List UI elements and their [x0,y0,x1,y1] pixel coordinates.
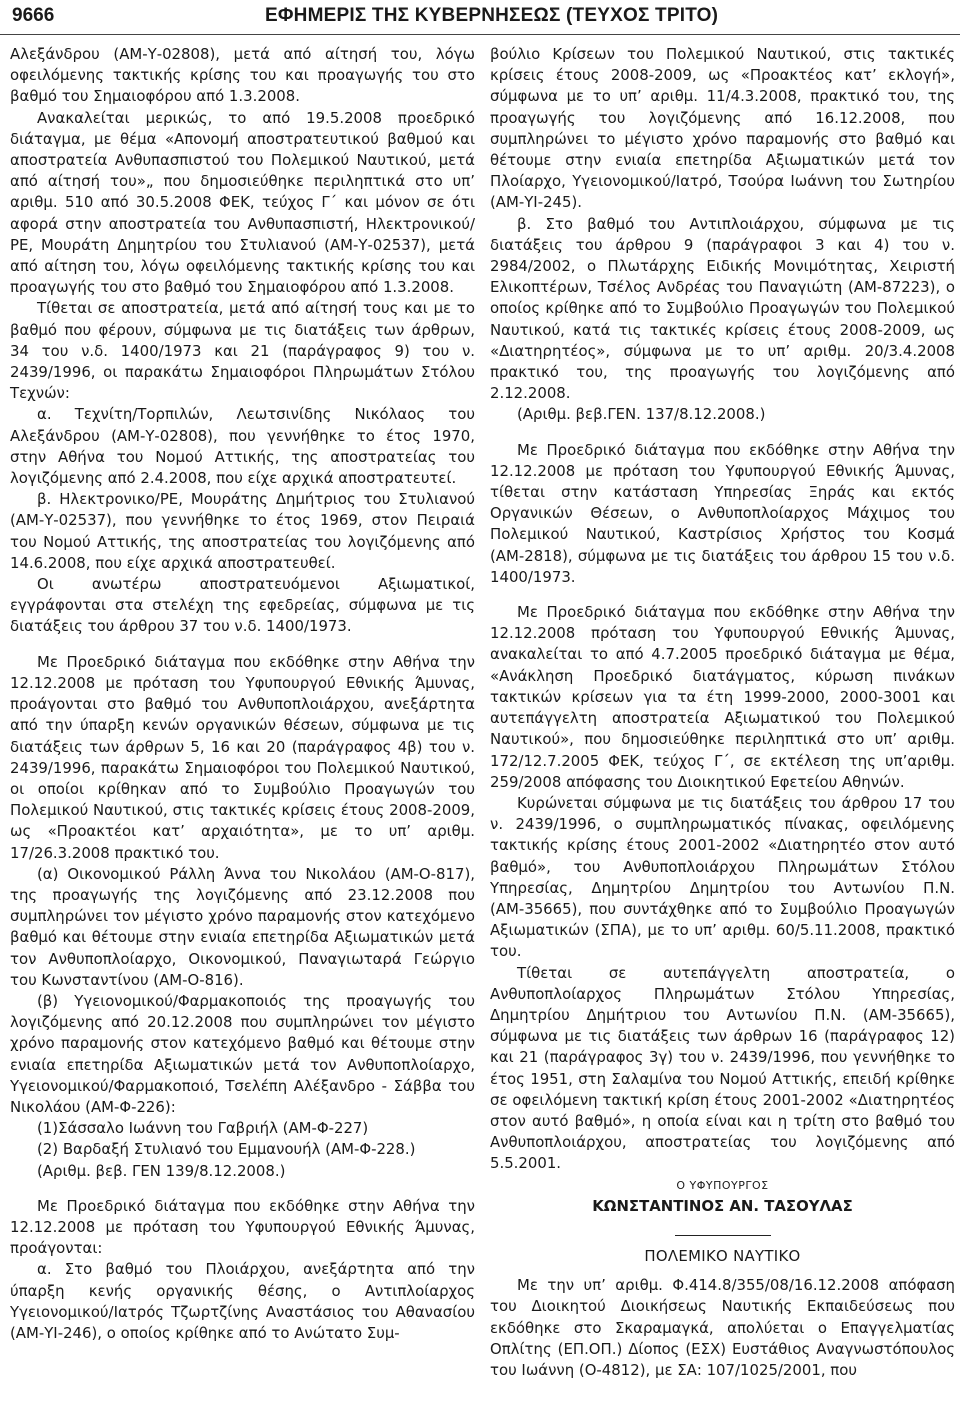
paragraph: (Αριθμ. βεβ. ΓΕΝ 139/8.12.2008.) [37,1161,286,1180]
header-rule [0,34,960,35]
signer-title: Ο ΥΦΥΠΟΥΡΓΟΣ [676,1178,769,1192]
right-column [490,44,955,1381]
page-number: 9666 [12,5,55,26]
paragraph: β. Ηλεκτρονικο/ΡΕ, Μουράτης Δημήτριος του Στυλιανού (ΑΜ-Υ-02537), που γεννήθηκε το έτος 1969, στον Πειραιά του Νομού Αττικής, της αποστρατείας του λογιζόμενης από 14.6.2008, που είχε αρχικά αποστρατευθεί. [10,490,475,572]
paragraph: Κυρώνεται σύμφωνα με τις διατάξεις του άρθρου 17 του ν. 2439/1996, ο συμπληρωματικός πίνακας, οφειλόμενης τακτικής κρίσης έτους 2001-2002 «Διατηρητέο στον αυτό βαθμό», του Ανθυποπλοιάρχου Πληρωμάτων Στόλου Υπηρεσίας, Δημητρίου Δημητρίου του Αντωνίου Π.Ν. (ΑΜ-35665), που συντάχθηκε από το Συμβούλιο Προαγωγών Αξιωματικών (ΣΠΑ), με το υπ’ αριθμ. 60/5.11.2008, πρακτικό του. [490,793,955,961]
paragraph: Με Προεδρικό διάταγμα που εκδόθηκε στην Αθήνα την 12.12.2008 με πρόταση του Υφυπουργού Εθνικής Άμυνας, τίθεται στην κατάσταση Υπηρεσίας Ξηράς και εκτός Οργανικών Θέσεων, ο Ανθυποπλοίαρχος Μάχιμος του Πολεμικού Ναυτικού, Καστρίσιος Χρήστος του Κοσμά (ΑΜ-2818), σύμφωνα με τις διατάξεις του άρθρου 15 του ν.δ. 1400/1973. [490,440,955,586]
paragraph: (β) Υγειονομικού/Φαρμακοποιός της προαγωγής του λογιζόμενης από 20.12.2008 που συμπληρώνει τον μέγιστο χρόνο παραμονής στον κατεχόμενο βαθμό και θέτουμε στην ενιαία επετηρίδα Αξιωματικών μετά τον Ανθυποπλοίαρχο, Υγειονομικού/Φαρμακοποιό, Τσελέπη Αλέξανδρο - Σάββα του Νικολάου (ΑΜ-Φ-226): [10,991,475,1116]
paragraph: (Αριθμ. βεβ.ΓΕΝ. 137/8.12.2008.) [517,405,766,424]
paragraph: α. Τεχνίτη/Τορπιλών, Λεωτσινίδης Νικόλαος του Αλεξάνδρου (ΑΜ-Υ-02808), που γεννήθηκε το έτος 1970, στην Αθήνα του Νομού Αττικής, της αποστρατείας του λογιζόμενης από 2.4.2008, που είχε αρχικά αποστρατευτεί. [10,405,475,488]
paragraph: Με Προεδρικό διάταγμα που εκδόθηκε στην Αθήνα την 12.12.2008 πρόταση του Υφυπουργού Εθνικής Άμυνας, ανακαλείται το από 4.7.2005 προεδρικό διάταγμα με θέμα, «Ανάκληση Προεδρικό διατάγματος, κύρωση πινάκων τακτικών κρίσεων για τα έτη 1999-2000, 2000-3001 και αυτεπάγγελτη αποστρατεία Αξιωματικού του Πολεμικού Ναυτικού», που δημοσιεύθηκε περιληπτικά στο υπ’ αριθμ. 172/12.7.2005 ΦΕΚ, τεύχος Γ΄, σε εκτέλεση της υπ’αριθμ. 259/2008 απόφασης του Διοικητικού Εφετείου Αθηνών. [490,603,955,791]
paragraph: (α) Οικονομικού Ράλλη Άννα του Νικολάου (ΑΜ-Ο-817), της προαγωγής της λογιζόμενης από 23.12.2008 που συμπληρώνει τον μέγιστο χρόνο παραμονής στον κατεχόμενο βαθμό και θέτουμε στην ενιαία επετηρίδα Αξιωματικών μετά τον Ανθυποπλοίαρχο, Οικονομικού, Παναγιωταρά Γεώργιο του Κωνσταντίνου (ΑΜ-Ο-816). [10,864,475,989]
paragraph: α. Στο βαθμό του Πλοιάρχου, ανεξάρτητα από την ύπαρξη κενής οργανικής θέσης, ο Αντιπλοίαρχος Υγειονομικού/Ιατρός Τζωρτζίνης Αναστάσιος του Αθανασίου (ΑΜ-ΥΙ-246), ο οποίος κρίθηκε από το Ανώτατο Συμ- [10,1260,475,1342]
paragraph: Με Προεδρικό διάταγμα που εκδόθηκε στην Αθήνα την 12.12.2008 με πρόταση του Υφυπουργού Εθνικής Άμυνας, προάγονται: [10,1196,475,1258]
paragraph: β. Στο βαθμό του Αντιπλοιάρχου, σύμφωνα με τις διατάξεις του άρθρου 9 (παράγραφοι 3 και 4) του ν. 2984/2002, ο Πλωτάρχης Ειδικής Μονιμότητας, Χειριστή Ελικοπτέρων, Τσέλος Ανδρέας του Παναγιώτη (ΑΜ-87223), ο οποίος κρίθηκε από το Συμβούλιο Προαγωγών του Πολεμικού Ναυτικού, κατά τις τακτικές κρίσεις έτους 2008-2009, ως «Διατηρητέος», σύμφωνα με το υπ’ αριθμ. 20/3.4.2008 πρακτικό του, της προαγωγής του λογιζόμενης από 2.12.2008. [490,214,955,403]
section-heading: ΠΟΛΕΜΙΚΟ ΝΑΥΤΙΚΟ [644,1246,801,1265]
paragraph: Ανακαλείται μερικώς, το από 19.5.2008 προεδρικό διάταγμα, με θέμα «Απονομή αποστρατευτικού βαθμού και αποστρατεία Ανθυπασπιστού του Πολεμικού Ναυτικού, μετά από αίτησή του»„ που δημοσιεύθηκε περιληπτικά στο υπ’ αριθμ. 510 από 30.5.2008 ΦΕΚ, τεύχος Γ΄ και μόνον σε ότι αφορά στην αποστρατεία του Ανθυπασπιστή, Ηλεκτρονικού/ΡΕ, Μουράτη Δημητρίου του Στυλιανού (ΑΜ-Υ-02537), μετά από αίτηση του, λόγω οφειλόμενης τακτικής κρίσης του και προαγωγής του στο βαθμό του Σημαιοφόρου από 1.3.2008. [10,108,475,297]
paragraph: Με την υπ’ αριθμ. Φ.414.8/355/08/16.12.2008 απόφαση του Διοικητού Διοικήσεως Ναυτικής Εκπαιδεύσεως που εκδόθηκε στο Σκαραμαγκά, απολύεται ο Επαγγελματίας Οπλίτης (ΕΠ.ΟΠ.) Δίοπος (ΕΣΧ) Ευστάθιος Αναγνωστόπουλος του Ιωάννη (Ο-4812), με ΣΑ: 107/1025/2001, που [490,1276,955,1379]
paragraph: (1)Σάσσαλο Ιωάννη του Γαβριήλ (ΑΜ-Φ-227) [37,1119,369,1138]
page-header [0,0,960,34]
paragraph: Οι ανωτέρω αποστρατευόμενοι Αξιωματικοί, εγγράφονται στα στελέχη της εφεδρείας, σύμφωνα με τις διατάξεις του άρθρου 37 του ν.δ. 1400/1973. [10,575,475,636]
paragraph: (2) Βαρδαξή Στυλιανό του Εμμανουήλ (ΑΜ-Φ-228.) [37,1140,416,1159]
left-column [10,44,475,1344]
signer-name: ΚΩΝΣΤΑΝΤΙΝΟΣ ΑΝ. ΤΑΣΟΥΛΑΣ [592,1196,853,1215]
gazette-title: ΕΦΗΜΕΡΙΣ ΤΗΣ ΚΥΒΕΡΝΗΣΕΩΣ (ΤΕΥΧΟΣ ΤΡΙΤΟ) [265,5,719,26]
paragraph: Τίθεται σε αποστρατεία, μετά από αίτησή τους και με το βαθμό που φέρουν, σύμφωνα με τις διατάξεις των άρθρων, 34 του ν.δ. 1400/1973 και 21 (παράγραφος 9) του ν. 2439/1996, οι παρακάτω Σημαιοφόροι Πληρωμάτων Στόλου Τεχνών: [10,299,475,403]
paragraph: βούλιο Κρίσεων του Πολεμικού Ναυτικού, στις τακτικές κρίσεις έτους 2008-2009, ως «Προακτέος κατ’ εκλογή», σύμφωνα με το υπ’ αριθμ. 11/4.3.2008, πρακτικό του, της προαγωγής του λογιζόμενης από 16.12.2008, που συμπληρώνει το μέγιστο χρόνο παραμονής στο βαθμό και θέτουμε στην ενιαία επετηρίδα Αξιωματικών μετά τον Πλοίαρχο, Υγειονομικού/Ιατρό, Τσούρα Ιωάννη του Σωτηρίου (ΑΜ-ΥΙ-245). [490,45,955,212]
paragraph: Με Προεδρικό διάταγμα που εκδόθηκε στην Αθήνα την 12.12.2008 με πρόταση του Υφυπουργού Εθνικής Άμυνας, προάγονται στο βαθμό του Ανθυποπλοιάρχου, ανεξάρτητα από την ύπαρξη κενών οργανικών θέσεων, σύμφωνα με τις διατάξεις των άρθρων 5, 16 και 20 (παράγραφος 4β) του ν. 2439/1996, παρακάτω Σημαιοφόροι του Πολεμικού Ναυτικού, οι οποίοι κρίθηκαν από το Συμβούλιο Προαγωγών του Πολεμικού Ναυτικού, στις τακτικές κρίσεις έτους 2008-2009, ως «Προακτέοι κατ’ αρχαιότητα», με το υπ’ αριθμ. 17/26.3.2008 πρακτικό του. [10,652,475,862]
paragraph: Αλεξάνδρου (ΑΜ-Υ-02808), μετά από αίτησή του, λόγω οφειλόμενης τακτικής κρίσης του και προαγωγής του στο βαθμό του Σημαιοφόρου από 1.3.2008. [10,45,475,106]
paragraph: Τίθεται σε αυτεπάγγελτη αποστρατεία, ο Ανθυποπλοίαρχος Πληρωμάτων Στόλου Υπηρεσίας, Δημητρίου Δημήτριου του Αντωνίου Π.Ν. (ΑΜ-35665), σύμφωνα με τις διατάξεις των άρθρων 16 (παράγραφος 12) και 21 (παράγραφος 3γ) του ν. 2439/1996, που γεννήθηκε το έτος 1951, στη Σαλαμίνα του Νομού Αττικής, επειδή κρίθηκε σε οφειλόμενη τακτική κρίση έτους 2001-2002 «Διατηρητέος στον αυτό βαθμό», η οποία είναι και η τρίτη στο βαθμό του Ανθυποπλοιάρχου, αποστρατείας του λογιζόμενης από 5.5.2001. [490,963,955,1173]
section-divider [675,1235,771,1236]
